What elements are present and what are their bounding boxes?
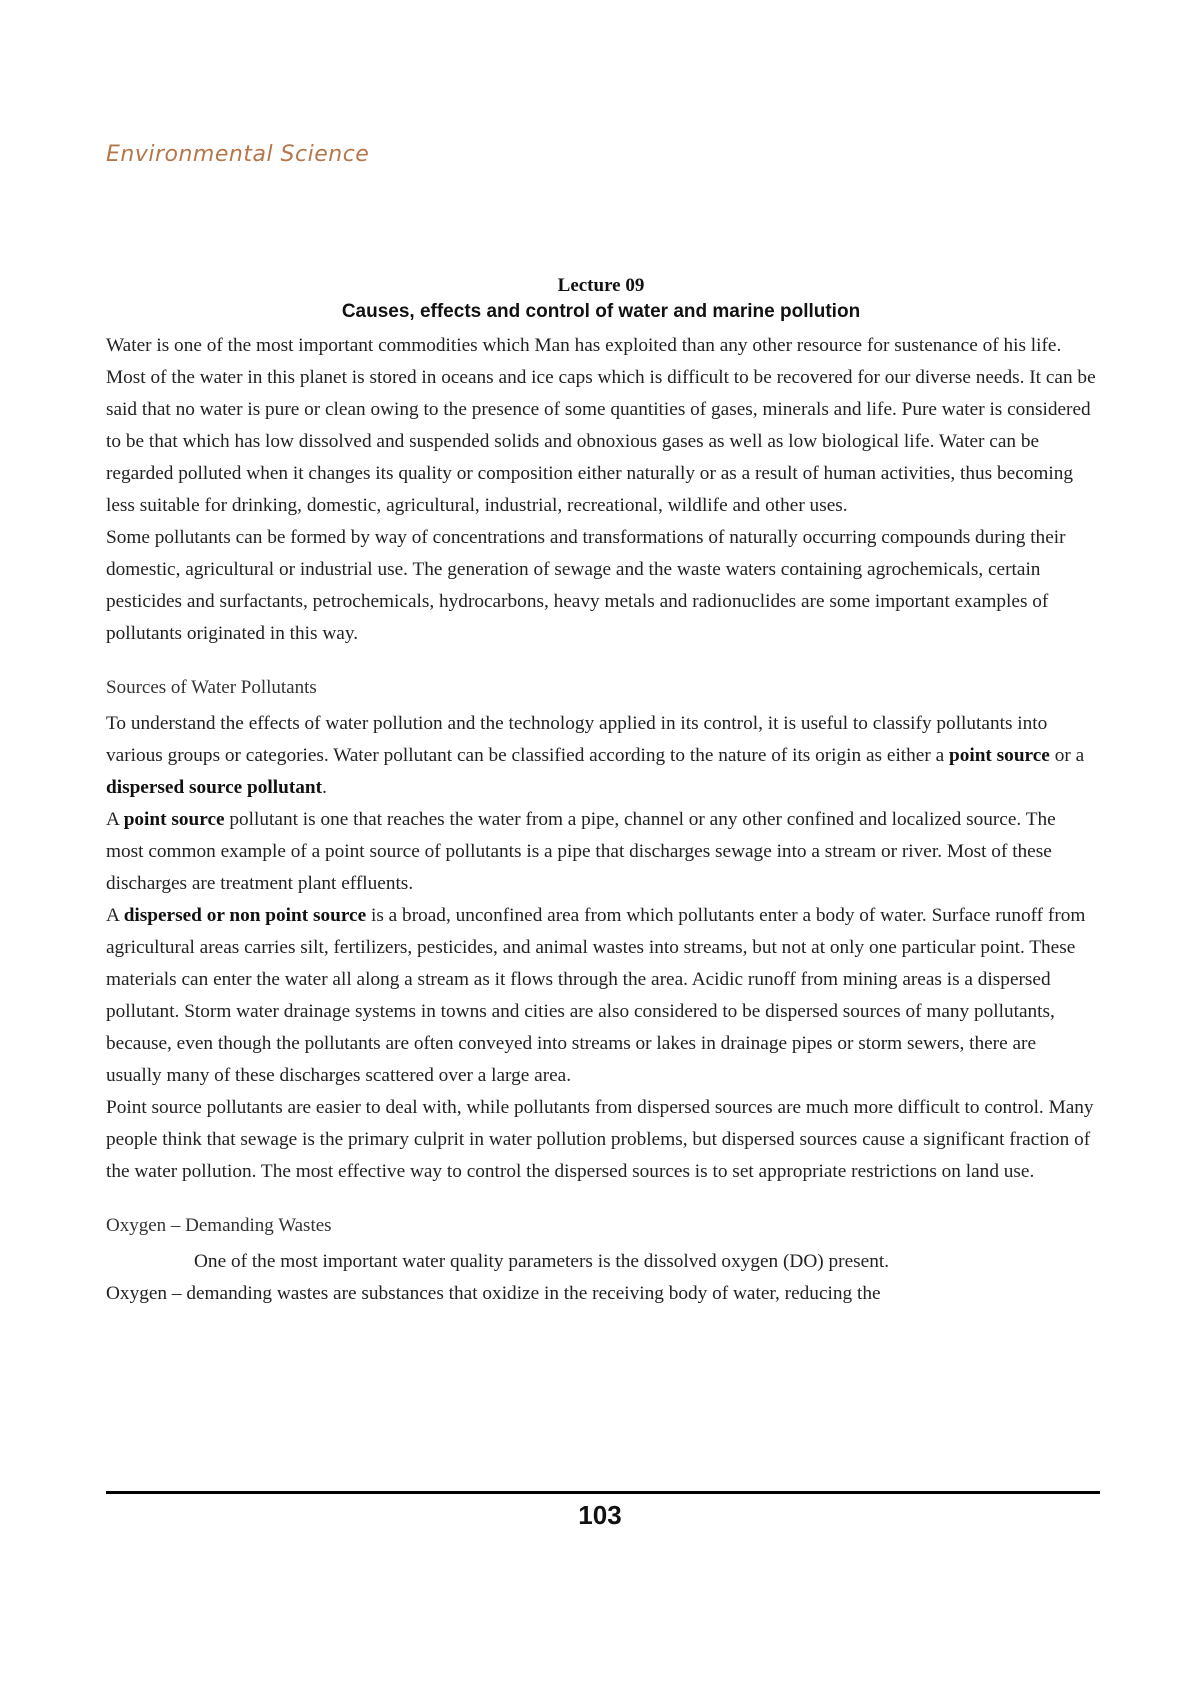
- text-span: A: [106, 905, 124, 926]
- oxygen-paragraph-line-2: Oxygen – demanding wastes are substances that oxidize in the receiving body of water, reducing the: [106, 1283, 881, 1304]
- footer-rule: [106, 1491, 1100, 1494]
- section-heading-oxygen: Oxygen – Demanding Wastes: [106, 1215, 332, 1236]
- lecture-number: Lecture 09: [557, 275, 645, 296]
- text-span: or a: [1049, 745, 1085, 766]
- bold-term-dispersed-source: dispersed source pollutant: [106, 777, 323, 798]
- spacer: [106, 1188, 1096, 1200]
- sources-paragraph-2: [106, 804, 1096, 900]
- running-header: Environmental Science: [106, 142, 370, 167]
- bold-term-non-point-source: dispersed or non point source: [123, 905, 367, 926]
- sources-paragraph-4: Point source pollutants are easier to deal with, while pollutants from dispersed sources are much more difficult to control. Many people think that sewage is the primary culprit in water pollution problems, but dispersed sources cause a significant fraction of the water pollution. The most effective way to control the dispersed sources is to set appropriate restrictions on land use.: [106, 1097, 1094, 1182]
- oxygen-paragraph-line-1: One of the most important water quality parameters is the dissolved oxygen (DO) present.: [194, 1251, 890, 1272]
- title-block: [106, 273, 1096, 325]
- body-text: [106, 330, 1096, 1310]
- sources-paragraph-1: [106, 708, 1096, 804]
- intro-paragraph-1: Water is one of the most important commodities which Man has exploited than any other resource for sustenance of his life. Most of the water in this planet is stored in oceans and ice caps which is difficult to be recovered for our diverse needs. It can be said that no water is pure or clean owing to the presence of some quantities of gases, minerals and life. Pure water is considered to be that which has low dissolved and suspended solids and obnoxious gases as well as low biological life. Water can be regarded polluted when it changes its quality or composition either naturally or as a result of human activities, thus becoming less suitable for drinking, domestic, agricultural, industrial, recreational, wildlife and other uses.: [106, 335, 1096, 516]
- bold-term-point-source: point source: [948, 745, 1050, 766]
- text-span: To understand the effects of water pollution and the technology applied in its control, it is useful to classify pollutants into various groups or categories. Water pollutant can be classified according to the nature of its origin as either a: [106, 713, 1048, 766]
- text-span: .: [322, 777, 327, 798]
- text-span: A: [106, 809, 124, 830]
- text-span: pollutant is one that reaches the water from a pipe, channel or any other confined and localized source. The most common example of a point source of pollutants is a pipe that discharges sewage into a stream or river. Most of these discharges are treatment plant effluents.: [106, 809, 1056, 894]
- section-heading-sources: Sources of Water Pollutants: [106, 677, 317, 698]
- page-number: 103: [578, 1500, 622, 1530]
- bold-term-point-source: point source: [123, 809, 225, 830]
- sources-paragraph-3: [106, 900, 1096, 1092]
- spacer: [106, 650, 1096, 662]
- intro-paragraph-2: Some pollutants can be formed by way of concentrations and transformations of naturally occurring compounds during their domestic, agricultural or industrial use. The generation of sewage and the waste waters containing agrochemicals, certain pesticides and surfactants, petrochemicals, hydrocarbons, heavy metals and radionuclides are some important examples of pollutants originated in this way.: [106, 527, 1066, 644]
- lecture-title: Causes, effects and control of water and marine pollution: [341, 301, 861, 322]
- text-span: is a broad, unconfined area from which pollutants enter a body of water. Surface runoff from agricultural areas carries silt, fertilizers, pesticides, and animal wastes into streams, but not at only one particular point. These materials can enter the water all along a stream as it flows through the area. Acidic runoff from mining areas is a dispersed pollutant. Storm water drainage systems in towns and cities are also considered to be dispersed sources of many pollutants, because, even though the pollutants are often conveyed into streams or lakes in drainage pipes or storm sewers, there are usually many of these discharges scattered over a large area.: [106, 905, 1086, 1086]
